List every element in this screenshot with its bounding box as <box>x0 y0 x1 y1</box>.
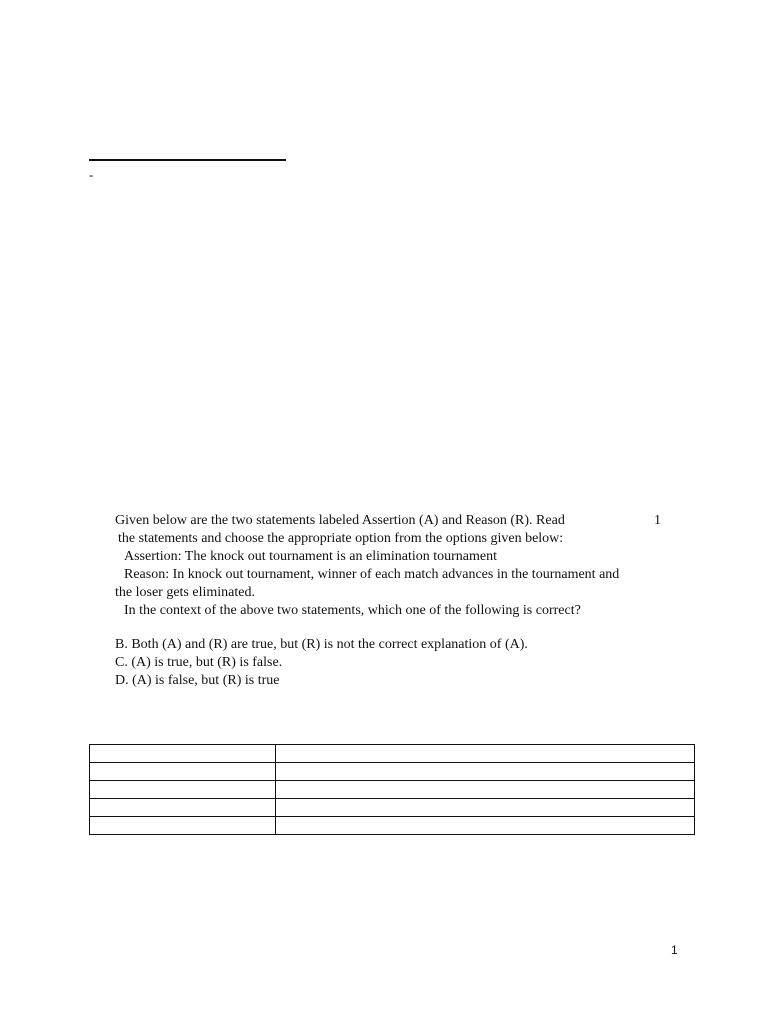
table-cell <box>90 799 276 817</box>
question-marks: 1 <box>654 513 661 528</box>
page-number: 1 <box>671 943 678 957</box>
table-row <box>90 781 695 799</box>
table-cell <box>90 781 276 799</box>
option-b: B. Both (A) and (R) are true, but (R) is not the correct explanation of (A). <box>115 637 528 652</box>
empty-table <box>89 744 695 835</box>
header-dash: - <box>89 167 94 182</box>
table-row <box>90 763 695 781</box>
question-line: the statements and choose the appropriate option from the options given below: <box>118 531 564 546</box>
question-prompt: In the context of the above two statements, which one of the following is correct? <box>124 603 581 618</box>
option-c: C. (A) is true, but (R) is false. <box>115 655 283 670</box>
table-cell <box>276 763 695 781</box>
header-underline <box>89 159 286 161</box>
table-row <box>90 799 695 817</box>
table-cell <box>90 817 276 835</box>
table-cell <box>90 745 276 763</box>
table-cell <box>276 781 695 799</box>
table-cell <box>276 745 695 763</box>
assertion-reason-question <box>115 512 675 690</box>
table-cell <box>276 799 695 817</box>
question-line: Given below are the two statements labeled Assertion (A) and Reason (R). Read <box>115 513 565 528</box>
table-row <box>90 817 695 835</box>
table-cell <box>90 763 276 781</box>
reason-statement-cont: the loser gets eliminated. <box>115 585 255 600</box>
table-cell <box>276 817 695 835</box>
option-d: D. (A) is false, but (R) is true <box>115 673 280 688</box>
table-row <box>90 745 695 763</box>
reason-statement: Reason: In knock out tournament, winner of each match advances in the tournament and <box>124 567 620 582</box>
assertion-statement: Assertion: The knock out tournament is an elimination tournament <box>124 549 498 564</box>
